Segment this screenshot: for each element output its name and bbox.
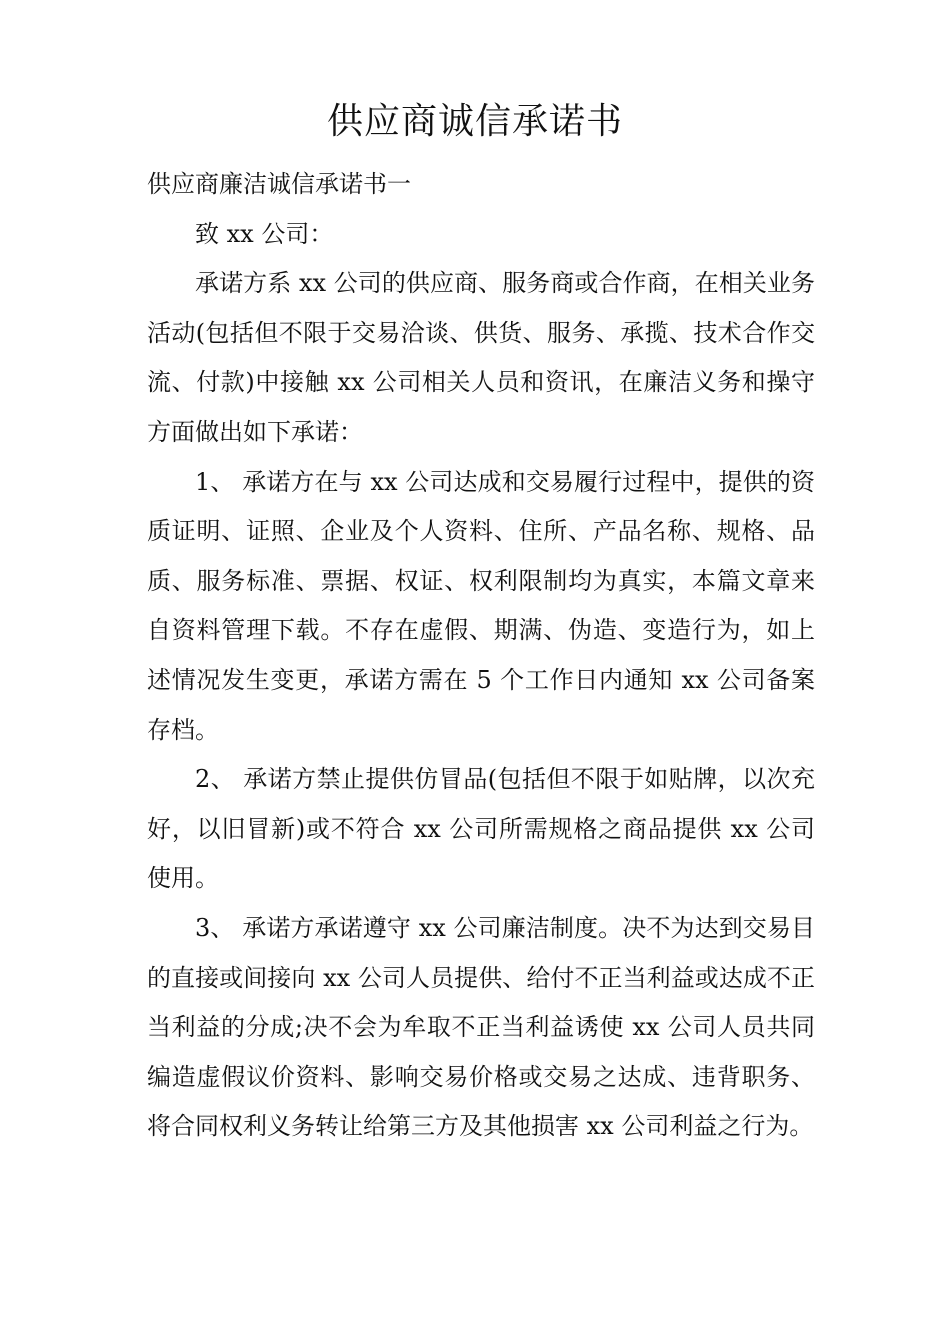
paragraph-commitment-1: 1、 承诺方在与 xx 公司达成和交易履行过程中，提供的资质证明、证照、企业及个人资料、住所、产品名称、规格、品质、服务标准、票据、权证、权利限制均为真实，本篇文章来自资料管理下载。不存在虚假、期满、伪造、变造行为，如上述情况发生变更，承诺方需在 5 个工作日内通知 xx 公司备案存档。 [147, 467, 815, 744]
document-title: 供应商诚信承诺书 [326, 101, 623, 142]
document-body [147, 160, 815, 1152]
paragraph-commitment-3: 3、 承诺方承诺遵守 xx 公司廉洁制度。决不为达到交易目的直接或间接向 xx 公司人员提供、给付不正当利益或达成不正当利益的分成;决不会为牟取不正当利益诱使 xx 公司人员共同编造虚假议价资料、影响交易价格或交易之达成、违背职务、将合同权利义务转让给第三方及其他损害 xx 公司利益之行为。 [147, 913, 815, 1141]
salutation: 致 xx 公司： [195, 219, 334, 248]
paragraph-intro: 承诺方系 xx 公司的供应商、服务商或合作商，在相关业务活动(包括但不限于交易洽谈、供货、服务、承揽、技术合作交流、付款)中接触 xx 公司相关人员和资讯，在廉洁义务和操守方面做出如下承诺： [147, 269, 815, 446]
paragraph-commitment-2: 2、 承诺方禁止提供仿冒品(包括但不限于如贴牌，以次充好，以旧冒新)或不符合 xx 公司所需规格之商品提供 xx 公司使用。 [147, 765, 815, 893]
document-subtitle: 供应商廉洁诚信承诺书一 [147, 170, 411, 198]
